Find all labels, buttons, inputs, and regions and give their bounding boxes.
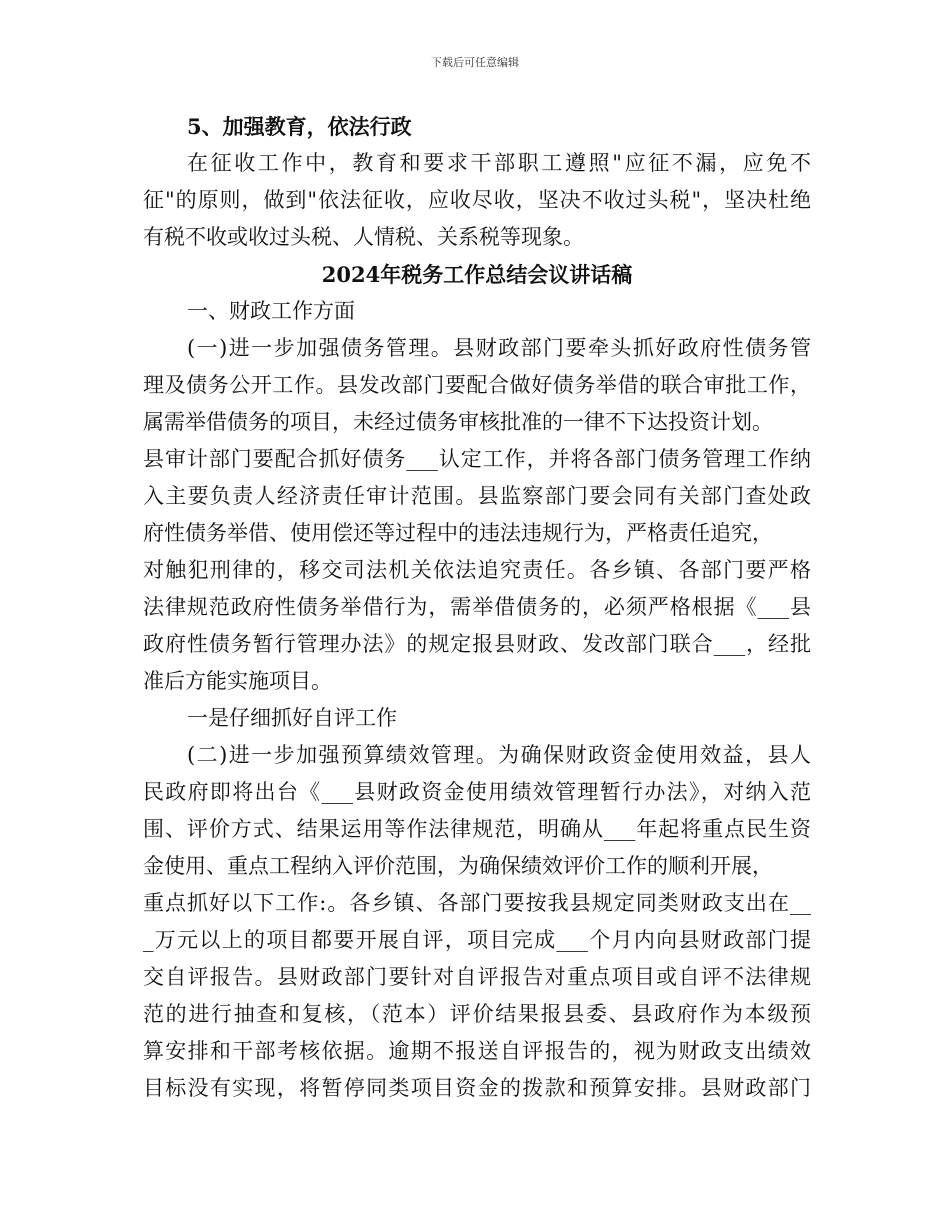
paragraph-line: (二)进一步加强预算绩效管理。为确保财政资金使用效益，县人 [187,743,811,767]
paragraph-line: 交自评报告。县财政部门要针对自评报告对重点项目或自评不法律规 [143,965,811,989]
document-title: 2024年税务工作总结会议讲话稿 [321,262,633,287]
paragraph-line: 金使用、重点工程纳入评价范围，为确保绩效评价工作的顺利开展， [143,854,773,878]
paragraph-line: 县审计部门要配合抓好债务___认定工作，并将各部门债务管理工作纳 [143,447,811,471]
paragraph-line: _万元以上的项目都要开展自评，项目完成___个月内向县财政部门提 [143,928,811,952]
paragraph-line: 府性债务举借、使用偿还等过程中的违法违规行为，严格责任追究， [143,521,773,545]
paragraph-line: 政府性债务暂行管理办法》的规定报县财政、发改部门联合___，经批 [143,632,811,656]
paragraph-line: 范的进行抽查和复核，（范本）评价结果报县委、县政府作为本级预 [143,1002,811,1026]
paragraph-line: 算安排和干部考核依据。逾期不报送自评报告的，视为财政支出绩效 [143,1039,811,1063]
section-heading: 一、财政工作方面 [187,299,355,323]
section-heading: 5、加强教育，依法行政 [187,114,412,139]
paragraph-line: 属需举借债务的项目，未经过债务审核批准的一律不下达投资计划。 [143,410,773,434]
paragraph-line: 入主要负责人经济责任审计范围。县监察部门要会同有关部门查处政 [143,484,811,508]
paragraph-line: 准后方能实施项目。 [143,669,332,693]
paragraph-line: 征"的原则，做到"依法征收，应收尽收，坚决不收过头税"，坚决杜绝 [143,188,811,212]
document-body [143,108,811,1107]
paragraph-line: 围、评价方式、结果运用等作法律规范，明确从___年起将重点民生资 [143,817,811,841]
paragraph-line: 在征收工作中，教育和要求干部职工遵照"应征不漏，应免不 [187,151,811,175]
paragraph-line: 目标没有实现，将暂停同类项目资金的拨款和预算安排。县财政部门 [143,1076,811,1100]
paragraph-line: 对触犯刑律的，移交司法机关依法追究责任。各乡镇、各部门要严格 [143,558,811,582]
paragraph-line: 法律规范政府性债务举借行为，需举借债务的，必须严格根据《___县 [143,595,811,619]
paragraph-line: 重点抓好以下工作:。各乡镇、各部门要按我县规定同类财政支出在__ [143,891,811,915]
header-note: 下载后可任意编辑 [431,56,519,69]
paragraph-line: 民政府即将出台《___县财政资金使用绩效管理暂行办法》，对纳入范 [143,780,811,804]
paragraph-line: 有税不收或收过头税、人情税、关系税等现象。 [143,225,584,249]
section-heading: 一是仔细抓好自评工作 [187,706,397,730]
paragraph-line: 理及债务公开工作。县发改部门要配合做好债务举借的联合审批工作， [143,373,811,397]
paragraph-line: (一)进一步加强债务管理。县财政部门要牵头抓好政府性债务管 [187,336,811,360]
